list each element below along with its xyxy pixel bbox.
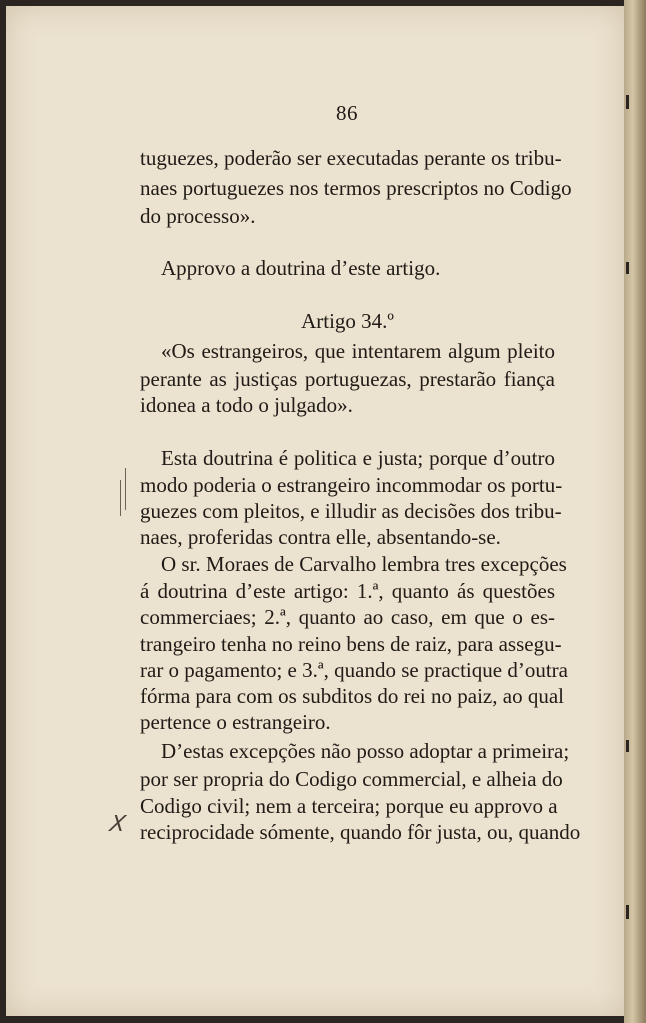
text-line: por ser propria do Codigo commercial, e alheia do	[140, 767, 563, 791]
text-line: naes portuguezes nos termos prescriptos no Codigo	[140, 176, 572, 200]
edge-mark	[626, 740, 629, 752]
text-line: pertence o estrangeiro.	[140, 710, 331, 734]
text-line: «Os estrangeiros, que intentarem algum pleito	[161, 339, 555, 363]
margin-x-mark: X	[107, 812, 128, 837]
text-line: naes, proferidas contra elle, absentando-se.	[140, 525, 501, 549]
text-line: idonea a todo o julgado».	[140, 393, 353, 417]
text-line: reciprocidade sómente, quando fôr justa, ou, quando	[140, 820, 581, 844]
text-line: D’estas excepções não posso adoptar a primeira;	[161, 739, 570, 763]
text-line: commerciaes; 2.ª, quanto ao caso, em que o es-	[140, 605, 555, 629]
text-line: trangeiro tenha no reino bens de raiz, para assegu-	[140, 632, 562, 656]
text-line: O sr. Moraes de Carvalho lembra tres excepções	[161, 552, 567, 576]
text-line: fórma para com os subditos do rei no paiz, ao qual	[140, 684, 564, 708]
book-spine	[624, 0, 646, 1023]
text-line: Approvo a doutrina d’este artigo.	[161, 256, 441, 280]
text-line: guezes com pleitos, e illudir as decisões dos tribu-	[140, 499, 562, 523]
text-line: rar o pagamento; e 3.ª, quando se practique d’outra	[140, 658, 568, 682]
text-line: Esta doutrina é politica e justa; porque d’outro	[161, 446, 555, 470]
pencil-margin-line	[125, 468, 126, 510]
text-line: Codigo civil; nem a terceira; porque eu approvo a	[140, 794, 558, 818]
page-number: 86	[336, 101, 358, 125]
edge-mark	[626, 905, 629, 919]
text-line: modo poderia o estrangeiro incommodar os portu-	[140, 473, 563, 497]
text-line: tuguezes, poderão ser executadas perante os tribu-	[140, 146, 562, 170]
pencil-margin-line	[120, 480, 121, 516]
text-line: Artigo 34.º	[301, 309, 394, 333]
text-line: perante as justiças portuguezas, prestarão fiança	[140, 367, 555, 391]
edge-mark	[626, 262, 629, 274]
text-line: á doutrina d’este artigo: 1.ª, quanto ás questões	[140, 579, 555, 603]
text-line: do processo».	[140, 204, 256, 228]
